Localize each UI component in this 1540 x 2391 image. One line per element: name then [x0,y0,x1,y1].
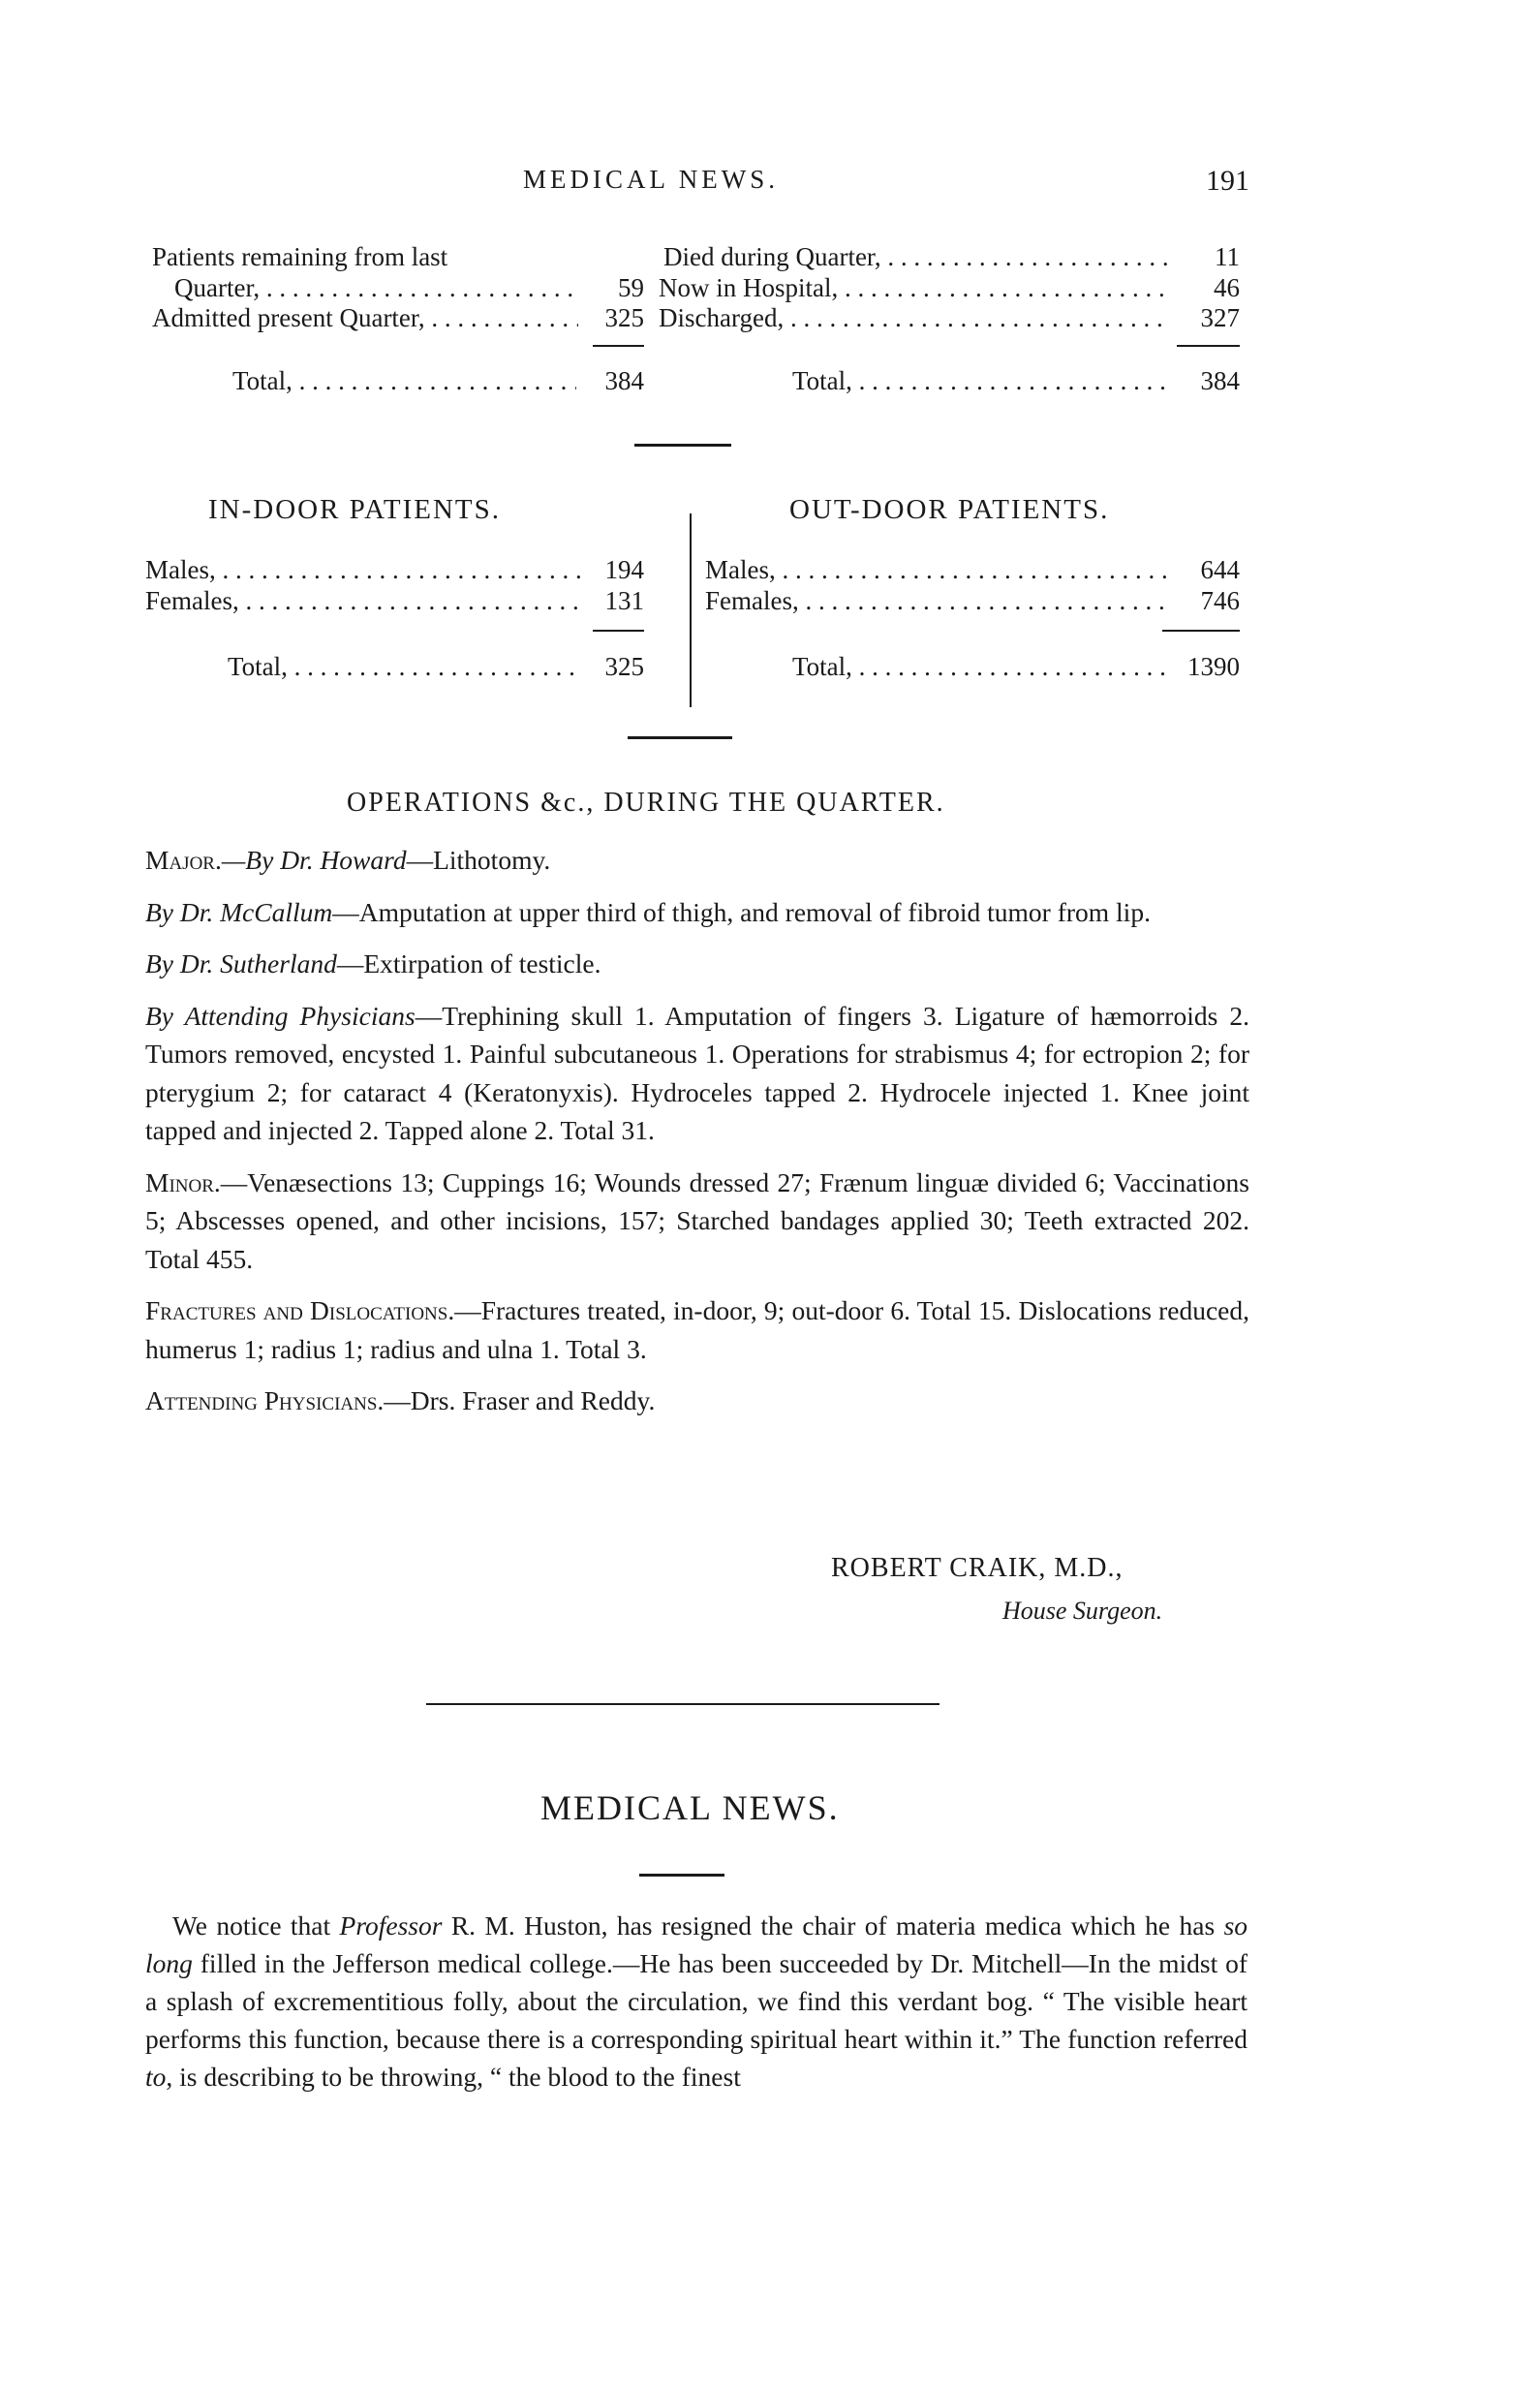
page-number: 191 [1206,165,1249,197]
summary-left-value-2: 59 [618,273,644,302]
operations-heading: OPERATIONS &c., DURING THE QUARTER. [347,788,945,818]
attending-physicians-lead: Attending Physicians. [145,1385,385,1415]
minor-paragraph [145,1164,1249,1279]
news-text-so-long: so long [145,1910,1248,1978]
news-paragraph [145,1907,1247,2096]
indoor-heading: IN-DOOR PATIENTS. [208,494,501,525]
indoor-males-label: Males, . . . [145,555,581,585]
outdoor-total-value: 1390 [1187,652,1240,681]
summary-left-total-value: 384 [604,366,644,395]
news-text-b: R. M. Huston, has resigned the chair of materia medica which he has [442,1910,1224,1941]
news-text-c: filled in the Jefferson medical college.—He has been succeeded by Dr. Mitchell—In the midst of a splash of excrementitious folly, about the circulation, we find this verdant bog. “ The visible heart performs this function, because there is a corresponding spiritual heart within it.” The function referred [145,1948,1247,2054]
summary-left-label-3: Admitted present Quarter, . . . [152,303,578,333]
sutherland-text: —Extirpation of testicle. [336,948,601,978]
outdoor-total-label: Total, . . . [792,652,1170,682]
attending-physicians-paragraph [145,1382,1249,1420]
indoor-total-value: 325 [604,652,644,681]
attending-text: —Trephining skull 1. Amputation of fingers 3. Ligature of hæmorroids 2. Tumors removed, encysted 1. Painful subcutaneous 1. Operations for strabismus 4; for ectropion 2; for pterygium 2; for cataract 4 (Keratonyxis). Hydroceles tapped 2. Hydrocele injected 1. Knee joint tapped and injected 2. Tapped alone 2. Total 31. [145,1000,1249,1145]
news-title: MEDICAL NEWS. [540,1788,840,1827]
minor-lead: Minor. [145,1166,221,1197]
signature-title: House Surgeon. [1002,1597,1163,1625]
indoor-total-label: Total, . . . [228,652,576,682]
major-dash: —By [221,845,281,875]
indoor-females-value: 131 [604,586,644,615]
fractures-paragraph [145,1291,1249,1368]
major-paragraph [145,841,1249,880]
major-doctor: Dr. Howard [280,845,407,875]
news-text-to: to [145,2062,167,2092]
section-divider-1 [634,444,731,447]
news-text-d: , is describing to be throwing, “ the blood to the finest [166,2062,741,2092]
section-divider-4 [639,1874,724,1877]
outdoor-sum-rule [1162,630,1240,632]
summary-right-sum-rule [1177,345,1240,347]
sutherland-by: By Dr. Sutherland [145,948,337,978]
running-title: MEDICAL NEWS. [523,165,779,194]
news-text-professor: Professor [339,1910,443,1941]
summary-right-value-3: 327 [1200,303,1240,332]
summary-left-label-2: Quarter, . . . [174,273,581,303]
mccallum-text: —Amputation at upper third of thigh, and removal of fibroid tumor from lip. [332,896,1151,927]
minor-text: —Venæsections 13; Cuppings 16; Wounds dressed 27; Frænum linguæ divided 6; Vaccinations 5; Abscesses opened, and other incisions, 157; Starched bandages applied 30; Teeth extracted 202. Total 455. [145,1166,1249,1274]
outdoor-females-value: 746 [1200,586,1240,615]
indoor-sum-rule [593,630,644,632]
major-text: —Lithotomy. [406,845,551,875]
summary-right-label-2: Now in Hospital, . . . [659,273,1167,303]
mccallum-paragraph [145,893,1249,932]
fractures-lead: Fractures and Dislocations. [145,1295,455,1325]
indoor-females-label: Females, . . . [145,586,581,616]
section-divider-3 [426,1703,939,1705]
signature-name: ROBERT CRAIK, M.D., [831,1553,1124,1583]
indoor-males-value: 194 [604,555,644,584]
fractures-text: —Fractures treated, in-door, 9; out-door 6. Total 15. Dislocations reduced, humerus 1; radius 1; radius and ulna 1. Total 3. [145,1295,1249,1364]
major-lead: Major. [145,845,222,875]
attending-physicians-names: —Drs. Fraser and Reddy. [384,1385,656,1415]
summary-left-label-1: Patients remaining from last [152,242,448,271]
operations-section [145,841,1249,1434]
summary-right-value-1: 11 [1215,242,1240,271]
mccallum-by: By Dr. McCallum [145,896,333,927]
summary-left-sum-rule [593,345,644,347]
sutherland-paragraph [145,945,1249,983]
attending-by: By Attending Physicians [145,1000,416,1031]
summary-right-label-1: Died during Quarter, . . . [663,242,1167,272]
summary-right-label-3: Discharged, . . . [659,303,1167,333]
patients-column-rule [690,513,692,707]
news-text-a: We notice that [172,1910,340,1941]
outdoor-males-value: 644 [1200,555,1240,584]
summary-right-total-value: 384 [1200,366,1240,395]
summary-right-value-2: 46 [1214,273,1240,302]
section-divider-2 [628,736,732,739]
attending-paragraph [145,997,1249,1150]
summary-left-value-3: 325 [604,303,644,332]
outdoor-heading: OUT-DOOR PATIENTS. [789,494,1110,525]
outdoor-females-label: Females, . . . [705,586,1170,616]
summary-left-total-label: Total, . . . [232,366,576,396]
summary-right-total-label: Total, . . . [792,366,1170,396]
outdoor-males-label: Males, . . . [705,555,1170,585]
news-section [145,1907,1247,2109]
